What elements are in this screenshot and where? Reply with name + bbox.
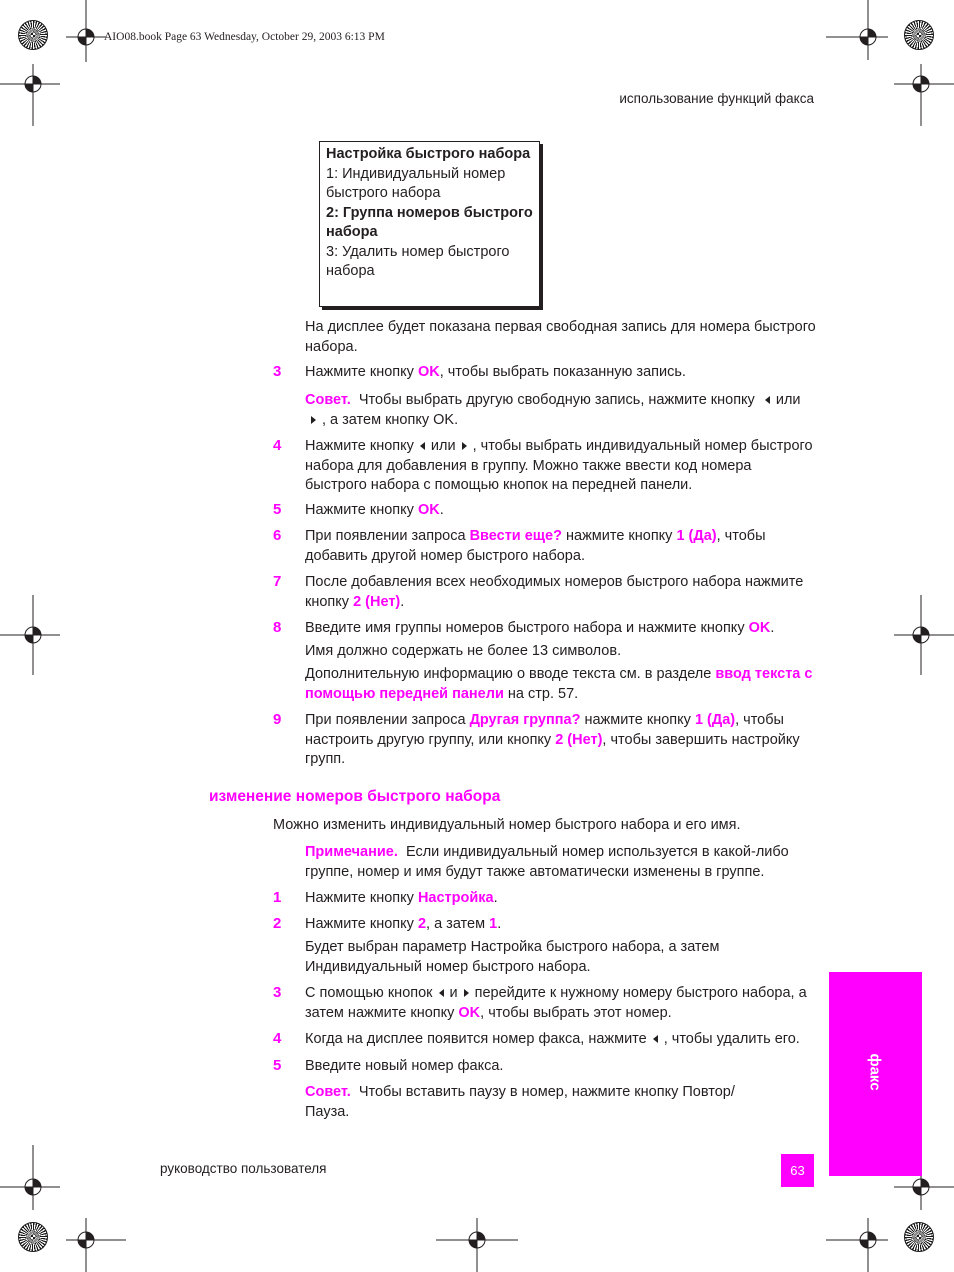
key-label: 1 (Да) [676, 528, 717, 544]
prompt-label: Ввести еще? [469, 528, 562, 544]
change-step-4-text: Когда на дисплее появится номер факса, нажмите , чтобы удалить его. [305, 1031, 800, 1047]
key-label: 1 [489, 916, 498, 932]
step-number: 3 [273, 363, 282, 380]
key-label: 2 [417, 916, 427, 932]
chapter-tab-label: факс [866, 1053, 884, 1091]
lcd-title: Настройка быстрого набора [326, 146, 531, 162]
left-arrow-icon [439, 989, 444, 997]
change-step-3-text: С помощью кнопок и перейдите к нужному номеру быстрого набора, а затем нажмите кнопку OK, чтобы выбрать этот номер. [305, 985, 807, 1021]
step-6-text: При появлении запроса Ввести еще? нажмите кнопку 1 (Да), чтобы добавить другой номер быстрого набора. [305, 528, 766, 564]
step-3-text: Нажмите кнопку OK, чтобы выбрать показанную запись. [305, 364, 686, 380]
ok-key-label: OK [748, 620, 771, 636]
page-number-box [781, 1154, 814, 1187]
step-number: 4 [273, 1030, 282, 1047]
section-intro: Можно изменить индивидуальный номер быстрого набора и его имя. [273, 817, 741, 833]
lcd-item-2: 2: Группа номеров быстрого набора [326, 204, 533, 240]
step-8-more-info: Дополнительную информацию о вводе текста см. в разделе ввод текста с помощью передней панели на стр. 57. [305, 666, 813, 702]
step-number: 6 [273, 527, 282, 544]
section-heading: изменение номеров быстрого набора [209, 788, 501, 805]
step-number: 1 [273, 889, 282, 906]
step-number: 4 [273, 437, 282, 454]
right-arrow-icon [464, 989, 469, 997]
step-5-text: Нажмите кнопку OK. [305, 502, 444, 518]
right-arrow-icon [311, 416, 316, 424]
tip-label: Совет. [305, 1084, 351, 1100]
step-number: 8 [273, 619, 282, 636]
step-number: 9 [273, 711, 282, 728]
tip-2: Совет. Чтобы вставить паузу в номер, нажмите кнопку Повтор/Пауза. [305, 1084, 735, 1120]
step-number: 5 [273, 501, 282, 518]
step-7-text: После добавления всех необходимых номеров быстрого набора нажмите кнопку 2 (Нет). [305, 574, 804, 610]
ok-key-label: OK [417, 364, 440, 380]
setup-key-label: Настройка [417, 890, 494, 906]
cross-reference-link[interactable]: ввод текста с помощью передней панели [305, 666, 813, 702]
note-label: Примечание. [305, 844, 398, 860]
step-number: 2 [273, 915, 282, 932]
key-label: 2 (Нет) [555, 731, 603, 748]
step-number: 7 [273, 573, 282, 590]
note: Примечание. Если индивидуальный номер используется в какой-либо группе, номер и имя будут также автоматически изменены в группе. [305, 844, 789, 880]
left-arrow-icon [420, 442, 425, 450]
intro-after-lcd: На дисплее будет показана первая свободная запись для номера быстрого набора. [305, 319, 816, 355]
prompt-label: Другая группа? [469, 712, 581, 728]
step-number: 5 [273, 1057, 282, 1074]
chapter-tab [829, 972, 922, 1176]
key-label: 2 (Нет) [353, 593, 401, 610]
footer-guide-title: руководство пользователя [160, 1161, 327, 1176]
step-4-text: Нажмите кнопку или , чтобы выбрать индивидуальный номер быстрого набора для добавления в группу. Можно также ввести код номера быстрого набора с помощью кнопок на передней панели. [305, 438, 813, 493]
print-header: AIO08.book Page 63 Wednesday, October 29, 2003 6:13 PM [104, 31, 385, 43]
left-arrow-icon [765, 396, 770, 404]
page-number: 63 [790, 1163, 805, 1178]
change-step-5-text: Введите новый номер факса. [305, 1058, 504, 1074]
change-step-1-text: Нажмите кнопку Настройка. [305, 890, 498, 906]
ok-key-label: OK [458, 1004, 481, 1021]
ok-key-label: OK [417, 502, 440, 518]
lcd-content [320, 142, 539, 282]
lcd-item-3: 3: Удалить номер быстрого набора [326, 243, 510, 279]
tip-label: Совет. [305, 392, 351, 408]
step-8-text: Введите имя группы номеров быстрого набора и нажмите кнопку OK. [305, 620, 775, 636]
left-arrow-icon [653, 1035, 658, 1043]
right-arrow-icon [462, 442, 467, 450]
step-8-limit: Имя должно содержать не более 13 символов. [305, 643, 622, 659]
key-label: 1 (Да) [694, 712, 736, 728]
step-number: 3 [273, 984, 282, 1001]
step-9-text: При появлении запроса Другая группа? нажмите кнопку 1 (Да), чтобы настроить другую группу, или кнопку 2 (Нет), чтобы завершить настройку групп. [305, 712, 800, 767]
lcd-item-1: 1: Индивидуальный номер быстрого набора [326, 165, 506, 201]
change-step-2-result: Будет выбран параметр Настройка быстрого набора, а затем Индивидуальный номер быстрого набора. [305, 939, 720, 975]
tip-1: Совет. Чтобы выбрать другую свободную запись, нажмите кнопку или, а затем кнопку OK. [305, 392, 801, 428]
lcd-display-box [319, 141, 540, 307]
change-step-2-text: Нажмите кнопку 2, а затем 1. [305, 916, 502, 932]
running-head: использование функций факса [619, 91, 814, 106]
